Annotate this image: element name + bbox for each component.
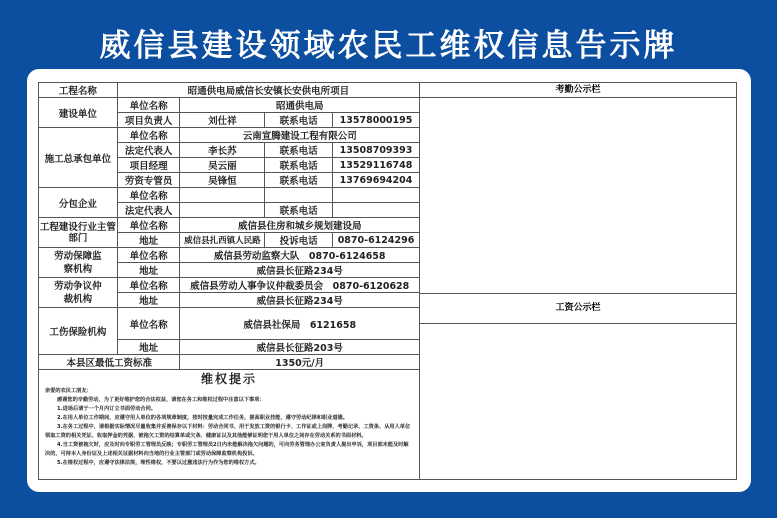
table-row: 项目负责人 刘仕祥 联系电话 13578000195 [39,113,420,128]
tips-intro: 感谢您的辛勤劳动，为了更好维护您的合法权益，请您在务工和维权过程中注意以下事项： [57,397,265,403]
tips-title: 维权提示 [200,372,257,386]
attendance-area [420,98,736,294]
table-row: 劳动争议仲裁机构 单位名称 威信县劳动人事争议仲裁委员会 0870-6120628 [39,278,420,293]
table-row: 地址 威信县扎西镇人民路 投诉电话 0870-6124296 [39,233,420,248]
table-row: 劳资专管员 吴锋恒 联系电话 13769694204 [39,173,420,188]
attendance-header: 考勤公示栏 [420,83,736,98]
info-table [38,82,420,370]
table-row: 施工总承包单位 单位名称 云南宣腾建设工程有限公司 [39,128,420,143]
table-row: 工程建设行业主管部门 单位名称 威信县住房和城乡规划建设局 [39,218,420,233]
table-row: 工程名称 昭通供电局威信长安镇长安供电所项目 [39,83,420,98]
table-row: 地址 威信县长征路203号 [39,340,420,355]
tips-item: 3.在务工过程中，请根据实际情况尽量收集并妥善保存以下材料：劳动合同书、用于发放工资的银行卡、工作证或上岗牌、考勤记录、工资条、从用人单位领取工资的相关凭证、收取押金的凭据、被拖欠工资的结算单或欠条、健康证以及其他能够证明您于用人单位之间存在劳动关系的书面材料。 [45,424,411,439]
rights-tips [38,369,420,480]
table-row: 地址 威信县长征路234号 [39,293,420,308]
table-row: 工伤保险机构 单位名称 威信县社保局 6121658 [39,308,420,340]
table-row: 法定代表人 联系电话 [39,203,420,218]
table-row: 项目经理 吴云丽 联系电话 13529116748 [39,158,420,173]
tips-item: 4.当工资被拖欠时，应及时向专职劳工管理员反映；专职劳工管理员2日内未能解决拖欠问题的，可向劳务管理办公室负责人提出申诉，项目部未能及时解决的，可持本人身份证及上述相关证据材料向当地的行业主管部门或劳动保障监察机构投诉。 [45,442,409,457]
table-row: 本县区最低工资标准 1350元/月 [39,355,420,370]
tips-item: 1.进场后请于一个月内订立书面劳动合同。 [57,406,156,412]
table-row: 建设单位 单位名称 昭通供电局 [39,98,420,113]
table-row: 分包企业 单位名称 [39,188,420,203]
tips-item: 5.在维权过程中，应遵守法律法规，理性维权，不要以过激违法行为作为您的维权方式。 [57,460,260,466]
tips-greeting: 亲爱的农民工朋友： [45,388,92,394]
notice-columns [419,82,737,480]
table-row: 地址 威信县长征路234号 [39,263,420,278]
salary-header: 工资公示栏 [420,294,736,324]
tips-item: 2.在用人单位工作期间，应遵守用人单位的各项规章制度，按时按量完成工作任务，提高职业技能，遵守劳动纪律和职业道德。 [57,415,348,421]
table-row: 法定代表人 李长苏 联系电话 13508709393 [39,143,420,158]
page-title: 威信县建设领域农民工维权信息告示牌 [99,28,678,64]
table-row: 劳动保障监察机构 单位名称 威信县劳动监察大队 0870-6124658 [39,248,420,263]
